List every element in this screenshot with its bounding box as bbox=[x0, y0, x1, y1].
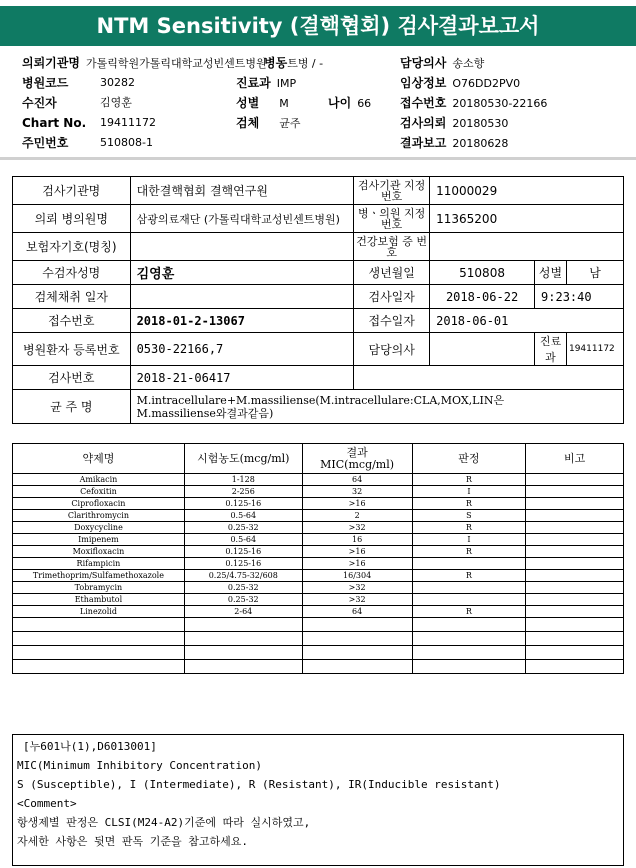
drug-result: S bbox=[412, 510, 526, 522]
drug-mic: >32 bbox=[302, 582, 412, 594]
drug-result bbox=[412, 558, 526, 570]
req-code-label: 병ㆍ의원 지정번호 bbox=[354, 205, 430, 233]
drug-result: I bbox=[412, 534, 526, 546]
dept-label: 진료과 bbox=[535, 333, 567, 366]
lab-code-label: 검사기관 지정번호 bbox=[354, 177, 430, 205]
species-value bbox=[130, 390, 623, 424]
species-label: 균 주 명 bbox=[13, 390, 131, 424]
drug-mic: >16 bbox=[302, 546, 412, 558]
test-date-value: 2018-06-22 bbox=[430, 285, 535, 309]
drug-result bbox=[412, 594, 526, 606]
drug-note bbox=[526, 474, 624, 486]
drug-name: Cefoxitin bbox=[13, 486, 185, 498]
drug-result: R bbox=[412, 522, 526, 534]
drug-name: Trimethoprim/Sulfamethoxazole bbox=[13, 570, 185, 582]
drug-name: Tobramycin bbox=[13, 582, 185, 594]
dept-value: 19411172 bbox=[566, 333, 623, 366]
drug-mic: 2 bbox=[302, 510, 412, 522]
drug-range: 0.25/4.75-32/608 bbox=[184, 570, 302, 582]
notes-line-3: <Comment> bbox=[17, 797, 77, 810]
col-result: 판정 bbox=[412, 444, 526, 474]
notes-line-1: MIC(Minimum Inhibitory Concentration) bbox=[17, 759, 263, 772]
table-row bbox=[13, 498, 624, 510]
drug-note bbox=[526, 498, 624, 510]
receipt-date-value: 2018-06-01 bbox=[430, 309, 624, 333]
health-label: 건강보험 증 번 호 bbox=[354, 233, 430, 261]
col-note: 비고 bbox=[526, 444, 624, 474]
drug-mic: 32 bbox=[302, 486, 412, 498]
drug-range: 0.125-16 bbox=[184, 546, 302, 558]
drug-name: Linezolid bbox=[13, 606, 185, 618]
drug-result: R bbox=[412, 570, 526, 582]
drug-name: Ciprofloxacin bbox=[13, 498, 185, 510]
lab-value: 대한결핵협회 결핵연구원 bbox=[130, 177, 354, 205]
drug-note bbox=[526, 546, 624, 558]
drug-result: R bbox=[412, 474, 526, 486]
health-value bbox=[430, 233, 624, 261]
table-row bbox=[13, 534, 624, 546]
notes-line-4: 항생제별 판정은 CLSI(M24-A2)기준에 따라 실시하였고, bbox=[17, 816, 311, 829]
table-row bbox=[13, 570, 624, 582]
drug-range: 0.5-64 bbox=[184, 534, 302, 546]
insured-label: 보험자기호(명칭) bbox=[13, 233, 131, 261]
lab-code-value: 11000029 bbox=[430, 177, 624, 205]
header-specimen: 검체 균주 bbox=[236, 116, 301, 130]
sex-value: 남 bbox=[566, 261, 623, 285]
collect-label: 검체채취 일자 bbox=[13, 285, 131, 309]
doctor-value bbox=[430, 333, 535, 366]
dob-value: 510808 bbox=[430, 261, 535, 285]
notes-code: [누601나(1),D6013001] bbox=[23, 740, 157, 753]
species-line-2: M.massiliense와결과같음) bbox=[136, 406, 274, 420]
drug-mic: 64 bbox=[302, 474, 412, 486]
drug-note bbox=[526, 606, 624, 618]
header-ward: 병동트병 / - bbox=[264, 56, 324, 70]
drug-note bbox=[526, 594, 624, 606]
header-chart: Chart No. 19411172 bbox=[22, 116, 156, 130]
drug-mic: >16 bbox=[302, 498, 412, 510]
drug-note bbox=[526, 522, 624, 534]
drug-range: 0.125-16 bbox=[184, 498, 302, 510]
drug-range: 1-128 bbox=[184, 474, 302, 486]
drug-name: Rifampicin bbox=[13, 558, 185, 570]
drug-table bbox=[12, 443, 624, 674]
table-row bbox=[13, 606, 624, 618]
drug-name: Moxifloxacin bbox=[13, 546, 185, 558]
drug-note bbox=[526, 510, 624, 522]
table-row bbox=[13, 594, 624, 606]
req-hospital-label: 의뢰 병의원명 bbox=[13, 205, 131, 233]
table-row bbox=[13, 486, 624, 498]
drug-mic: 64 bbox=[302, 606, 412, 618]
drug-name: Doxycycline bbox=[13, 522, 185, 534]
header-clinical: 임상정보 O76DD2PV0 bbox=[400, 76, 521, 90]
dob-label: 생년월일 bbox=[354, 261, 430, 285]
header-report: 결과보고 20180628 bbox=[400, 136, 509, 150]
table-row bbox=[13, 474, 624, 486]
drug-mic: >32 bbox=[302, 522, 412, 534]
receipt-date-label: 접수일자 bbox=[354, 309, 430, 333]
drug-note bbox=[526, 570, 624, 582]
test-no-value: 2018-21-06417 bbox=[130, 366, 354, 390]
header-org: 의뢰기관명 가톨릭학원가톨릭대학교성빈센트병원 bbox=[22, 56, 267, 70]
drug-range: 0.25-32 bbox=[184, 582, 302, 594]
drug-result: R bbox=[412, 546, 526, 558]
drug-mic: >32 bbox=[302, 594, 412, 606]
header-age: 나이 66 bbox=[328, 96, 372, 110]
test-time-value: 9:23:40 bbox=[535, 285, 624, 309]
drug-note bbox=[526, 558, 624, 570]
receipt-value: 2018-01-2-13067 bbox=[130, 309, 354, 333]
col-drug: 약제명 bbox=[13, 444, 185, 474]
drug-range: 0.25-32 bbox=[184, 594, 302, 606]
table-row-empty bbox=[13, 632, 624, 646]
req-code-value: 11365200 bbox=[430, 205, 624, 233]
test-no-label: 검사번호 bbox=[13, 366, 131, 390]
table-row-empty bbox=[13, 660, 624, 674]
drug-range: 2-64 bbox=[184, 606, 302, 618]
drug-mic: 16/304 bbox=[302, 570, 412, 582]
drug-range: 0.125-16 bbox=[184, 558, 302, 570]
header-resident: 주민번호 510808-1 bbox=[22, 136, 153, 150]
drug-note bbox=[526, 582, 624, 594]
header-sex: 성별 M bbox=[236, 96, 289, 110]
drug-range: 2-256 bbox=[184, 486, 302, 498]
table-row bbox=[13, 558, 624, 570]
info-table bbox=[12, 176, 624, 424]
species-line-1: M.intracellulare+M.massiliense(M.intracellulare:CLA,MOX,LIN은 bbox=[136, 393, 505, 407]
table-row bbox=[13, 510, 624, 522]
table-row bbox=[13, 546, 624, 558]
drug-name: Imipenem bbox=[13, 534, 185, 546]
lab-label: 검사기관명 bbox=[13, 177, 131, 205]
registration-label: 병원환자 등록번호 bbox=[13, 333, 131, 366]
table-row bbox=[13, 582, 624, 594]
drug-result: R bbox=[412, 606, 526, 618]
collect-value bbox=[130, 285, 354, 309]
drug-range: 0.5-64 bbox=[184, 510, 302, 522]
insured-value bbox=[130, 233, 354, 261]
drug-mic: >16 bbox=[302, 558, 412, 570]
col-mic: 결과 MIC(mcg/ml) bbox=[302, 444, 412, 474]
notes-line-2: S (Susceptible), I (Intermediate), R (Resistant), IR(Inducible resistant) bbox=[17, 778, 501, 791]
drug-result bbox=[412, 582, 526, 594]
drug-result: R bbox=[412, 498, 526, 510]
notes-box bbox=[12, 734, 624, 866]
drug-name: Clarithromycin bbox=[13, 510, 185, 522]
req-hospital-value: 삼광의료재단 (가톨릭대학교성빈센트병원) bbox=[130, 205, 354, 233]
col-range: 시험농도(mcg/ml) bbox=[184, 444, 302, 474]
notes-line-5: 자세한 사항은 뒷면 판독 기준을 참고하세요. bbox=[17, 835, 249, 848]
header-patient: 수진자 김영훈 bbox=[22, 96, 132, 110]
receipt-label: 접수번호 bbox=[13, 309, 131, 333]
header-hospital-code: 병원코드 30282 bbox=[22, 76, 135, 90]
test-date-label: 검사일자 bbox=[354, 285, 430, 309]
header-dept: 진료과 IMP bbox=[236, 76, 297, 90]
drug-result: I bbox=[412, 486, 526, 498]
header-request: 검사의뢰 20180530 bbox=[400, 116, 509, 130]
table-row bbox=[13, 522, 624, 534]
table-row-empty bbox=[13, 646, 624, 660]
report-title: NTM Sensitivity (결핵협회) 검사결과보고서 bbox=[0, 6, 636, 46]
patient-label: 수검자성명 bbox=[13, 261, 131, 285]
patient-value: 김영훈 bbox=[130, 261, 354, 285]
doctor-label: 담당의사 bbox=[354, 333, 430, 366]
header-doctor: 담당의사 송소향 bbox=[400, 56, 485, 70]
drug-range: 0.25-32 bbox=[184, 522, 302, 534]
header-receipt: 접수번호 20180530-22166 bbox=[400, 96, 548, 110]
drug-name: Amikacin bbox=[13, 474, 185, 486]
drug-name: Ethambutol bbox=[13, 594, 185, 606]
registration-value: 0530-22166,7 bbox=[130, 333, 354, 366]
sex-label: 성별 bbox=[535, 261, 567, 285]
report-header bbox=[0, 52, 636, 160]
drug-note bbox=[526, 534, 624, 546]
drug-note bbox=[526, 486, 624, 498]
table-row-empty bbox=[13, 618, 624, 632]
drug-mic: 16 bbox=[302, 534, 412, 546]
